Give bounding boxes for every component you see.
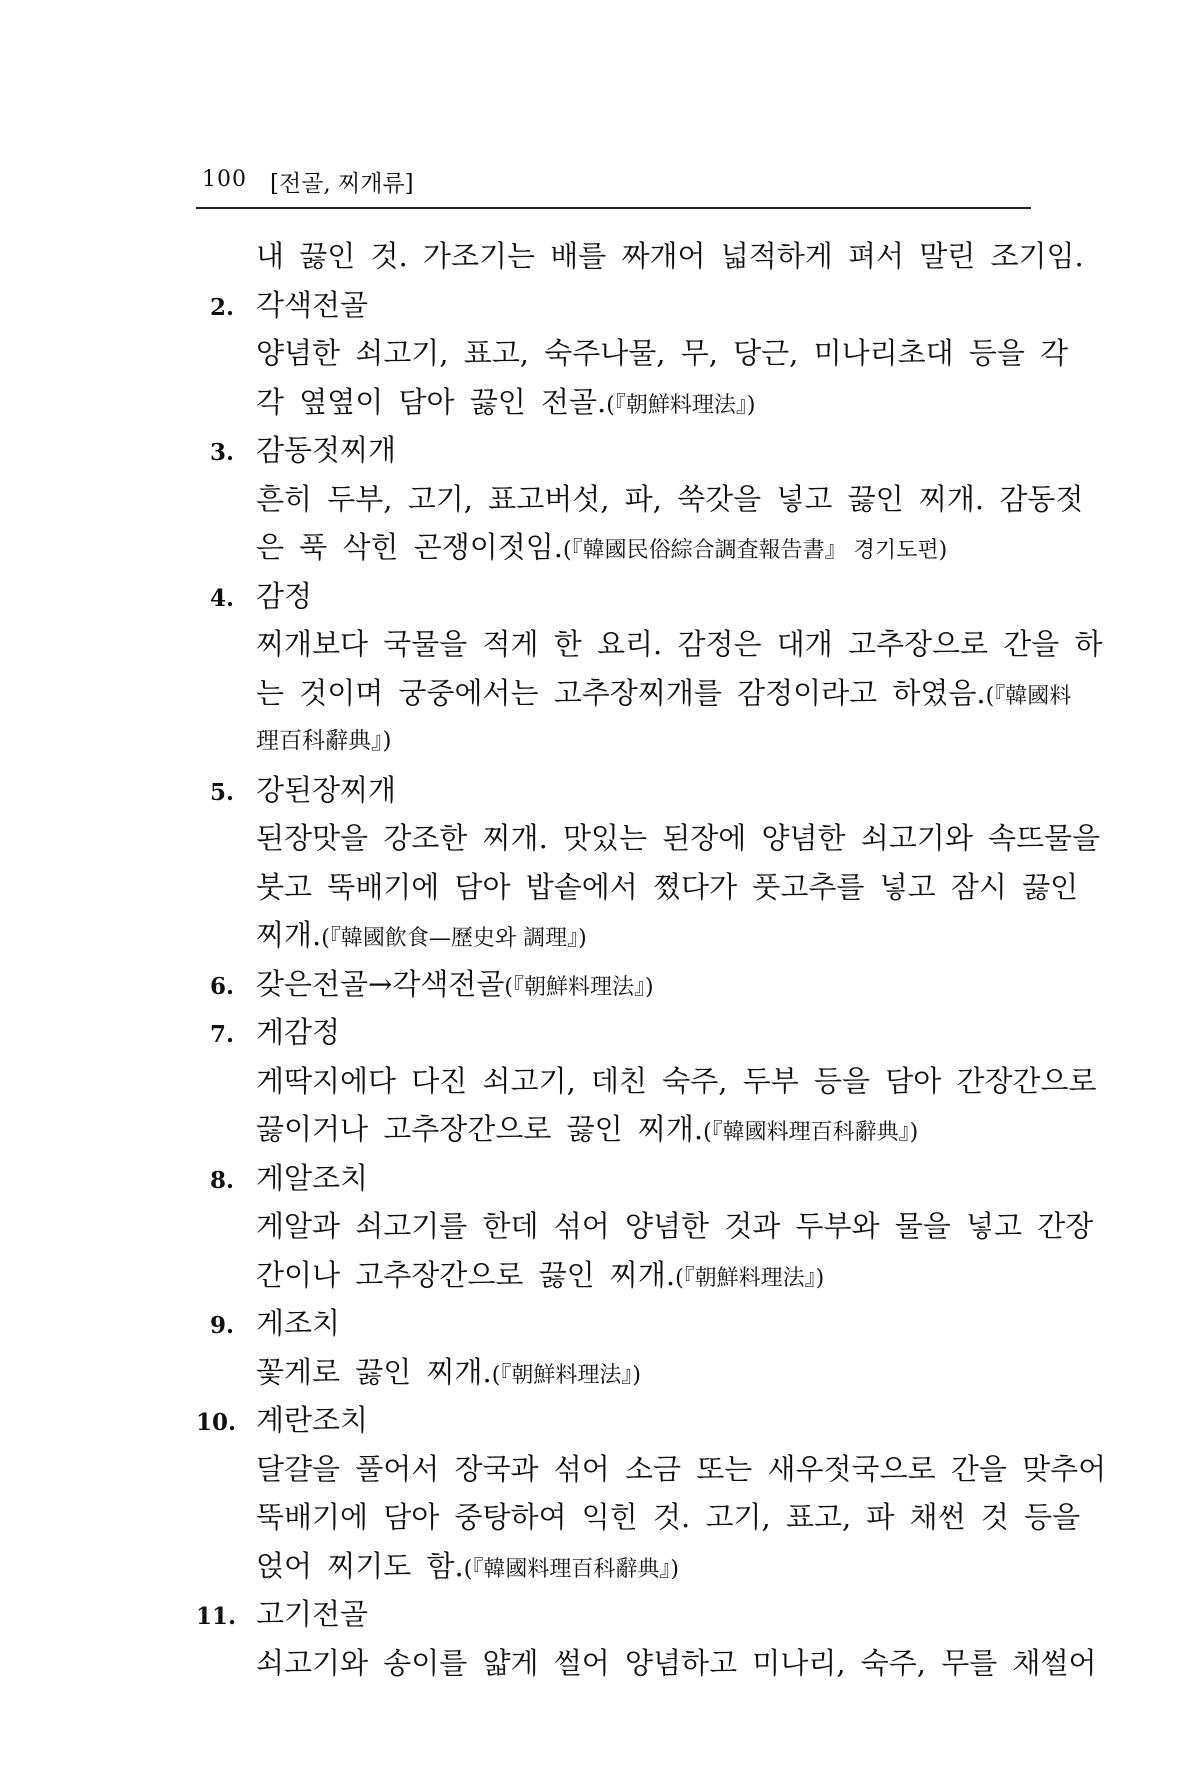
entry-title: 계란조치: [256, 1403, 369, 1437]
line-text: 달걀을 풀어서 장국과 섞어 소금 또는 새우젓국으로 간을 맞추어: [256, 1451, 1107, 1486]
body-line: [210, 1105, 1030, 1154]
entry-title: 강된장찌개: [256, 772, 397, 807]
line-text: 理百科辭典』): [256, 728, 392, 754]
body-line: [210, 1251, 1030, 1300]
body-line: [210, 523, 1030, 572]
body-line: [210, 232, 1084, 281]
body-line: [210, 620, 1103, 669]
entry-title: 고기전골: [256, 1597, 369, 1631]
line-text: 각 옆옆이 담아 끓인 전골.: [256, 384, 607, 419]
line-text: 뚝배기에 담아 중탕하여 익힌 것. 고기, 표고, 파 채썬 것 등을: [256, 1500, 1081, 1534]
entry-title: 감정: [256, 578, 313, 613]
source-citation: (『朝鮮料理法』): [606, 392, 756, 418]
source-citation: (『韓國民俗綜合調査報告書』 경기도편): [563, 538, 948, 563]
entry-number: 9.: [210, 1312, 235, 1339]
entry-number: 8.: [210, 1166, 235, 1194]
line-text: 흔히 두부, 고기, 표고버섯, 파, 쑥갓을 넣고 끓인 찌개. 감동젓: [256, 481, 1084, 516]
dictionary-entries: [196, 232, 1107, 1687]
entry-title: 감동젓찌개: [256, 433, 397, 467]
body-line: [210, 717, 1030, 766]
entry-heading: [210, 1299, 1030, 1348]
line-text: 찌개보다 국물을 적게 한 요리. 감정은 대개 고추장으로 간을 하: [256, 627, 1103, 661]
source-citation: (『朝鮮料理法』): [675, 1265, 825, 1291]
entry-number: 7.: [210, 1021, 235, 1048]
running-title: [전골, 찌개류]: [270, 171, 414, 197]
body-line: [210, 1202, 1094, 1251]
entry-heading: [196, 1590, 1030, 1639]
source-citation: (『韓國料理百科辭典』): [703, 1120, 919, 1145]
entry-number: 4.: [210, 584, 235, 612]
line-text: 찌개.: [256, 918, 322, 952]
entry-heading: [210, 281, 1030, 330]
line-text: 간이나 고추장간으로 끓인 찌개.: [256, 1257, 676, 1292]
source-citation: (『朝鮮料理法』): [491, 1362, 641, 1388]
line-text: 쇠고기와 송이를 얇게 썰어 양념하고 미나리, 숙주, 무를 채썰어: [256, 1645, 1097, 1680]
page-number: 100: [202, 167, 247, 192]
line-text: 은 푹 삭힌 곤쟁이젓임.: [256, 530, 563, 564]
entry-number: 3.: [210, 439, 235, 466]
body-line: [210, 1348, 1030, 1397]
body-line: [210, 1493, 1081, 1542]
entry-heading: [210, 766, 1030, 815]
body-line: [210, 1639, 1097, 1688]
body-line: [210, 863, 1079, 912]
page-header: [196, 165, 1031, 209]
line-text: 된장맛을 강조한 찌개. 맛있는 된장에 양념한 쇠고기와 속뜨물을: [256, 821, 1101, 855]
entry-title: 게감정: [256, 1015, 341, 1049]
entry-heading: [210, 960, 1030, 1009]
body-line: [210, 378, 1030, 427]
entry-heading: [210, 1154, 1030, 1203]
line-text: 붓고 뚝배기에 담아 밥솥에서 쪘다가 풋고추를 넣고 잠시 끓인: [256, 869, 1079, 904]
source-citation: (『朝鮮料理法』): [504, 974, 654, 1000]
body-line: [210, 1445, 1107, 1494]
source-citation: (『韓國料: [985, 683, 1072, 709]
line-text: 는 것이며 궁중에서는 고추장찌개를 감정이라고 하였음.: [256, 675, 986, 710]
entry-heading: [196, 1396, 1030, 1445]
line-text: 내 끓인 것. 가조기는 배를 짜개어 넓적하게 펴서 말린 조기임.: [256, 239, 1084, 273]
line-text: 얹어 찌기도 함.: [256, 1548, 464, 1583]
line-text: 게딱지에다 다진 쇠고기, 데친 숙주, 두부 등을 담아 간장간으로: [256, 1063, 1097, 1098]
line-text: 양념한 쇠고기, 표고, 숙주나물, 무, 당근, 미나리초대 등을 각: [256, 336, 1069, 370]
body-line: [210, 1057, 1097, 1106]
line-text: 꽃게로 끓인 찌개.: [256, 1354, 492, 1389]
source-citation: (『韓國飮食—歷史와 調理』): [321, 926, 587, 951]
body-line: [210, 1542, 1030, 1591]
entry-heading: [210, 1008, 1030, 1057]
entry-heading: [210, 572, 1030, 621]
source-citation: (『韓國料理百科辭典』): [463, 1556, 679, 1582]
body-line: [210, 329, 1069, 378]
entry-number: 11.: [196, 1603, 237, 1630]
entry-title: 게조치: [256, 1306, 341, 1340]
line-text: 끓이거나 고추장간으로 끓인 찌개.: [256, 1112, 704, 1146]
entry-number: 2.: [210, 293, 235, 321]
entry-title: 갖은전골→각색전골: [256, 966, 505, 1001]
body-line: [210, 669, 1072, 718]
body-line: [210, 475, 1084, 524]
body-line: [210, 814, 1101, 863]
body-line: [210, 911, 1030, 960]
entry-number: 6.: [210, 972, 235, 1000]
entry-heading: [210, 426, 1030, 475]
line-text: 게알과 쇠고기를 한데 섞어 양념한 것과 두부와 물을 넣고 간장: [256, 1209, 1094, 1243]
entry-number: 10.: [196, 1409, 237, 1436]
entry-number: 5.: [210, 778, 235, 806]
entry-title: 게알조치: [256, 1160, 369, 1195]
entry-title: 각색전골: [256, 287, 369, 322]
